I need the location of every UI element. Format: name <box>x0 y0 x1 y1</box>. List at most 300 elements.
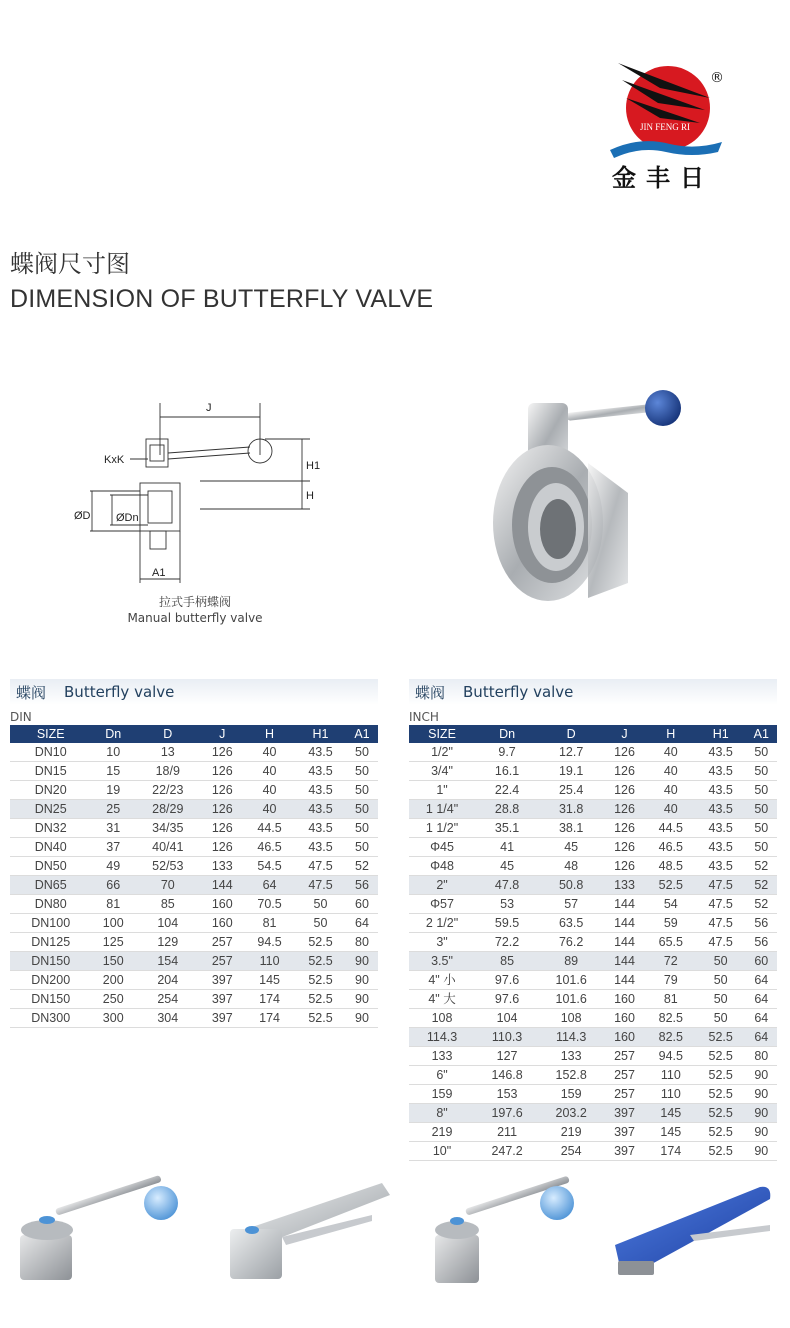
registered-mark: ® <box>710 70 724 86</box>
table-cell: 19 <box>91 781 135 800</box>
table-cell: 52.5 <box>295 1009 346 1028</box>
table-row <box>409 933 777 952</box>
table-cell: 397 <box>603 1123 646 1142</box>
table-row <box>10 838 378 857</box>
table-cell: DN15 <box>10 762 91 781</box>
table-cell: 46.5 <box>244 838 295 857</box>
table-row <box>409 800 777 819</box>
table-cell: 66 <box>91 876 135 895</box>
table-cell: 97.6 <box>475 990 539 1009</box>
table-cell: 52.5 <box>696 1047 746 1066</box>
table-cell: 54.5 <box>244 857 295 876</box>
table-cell: 50 <box>746 781 777 800</box>
table-cell: 50 <box>346 800 378 819</box>
table-cell: 2 1/2" <box>409 914 475 933</box>
table-cell: 101.6 <box>539 971 603 990</box>
table-cell: 1" <box>409 781 475 800</box>
table-cell: 40 <box>244 800 295 819</box>
table-cell: DN20 <box>10 781 91 800</box>
table-cell: 43.5 <box>696 857 746 876</box>
inch-dimension-table <box>409 725 777 1161</box>
table-cell: 28/29 <box>135 800 200 819</box>
inch-header-a1: A1 <box>746 725 777 743</box>
table-cell: 54 <box>646 895 696 914</box>
table-cell: 46.5 <box>646 838 696 857</box>
table-cell: DN65 <box>10 876 91 895</box>
table-cell: 22/23 <box>135 781 200 800</box>
table-cell: 100 <box>91 914 135 933</box>
table-cell: 50 <box>346 781 378 800</box>
table-cell: 397 <box>200 971 244 990</box>
table-row <box>409 1066 777 1085</box>
brand-name-en: JIN FENG RI <box>640 122 691 132</box>
table-cell: 72.2 <box>475 933 539 952</box>
table-row <box>10 876 378 895</box>
inch-standard-label: INCH <box>409 710 439 724</box>
table-cell: 211 <box>475 1123 539 1142</box>
table-cell: 85 <box>475 952 539 971</box>
din-title-cn: 蝶阀 <box>16 683 47 702</box>
table-cell: 18/9 <box>135 762 200 781</box>
table-row <box>10 781 378 800</box>
table-cell: 43.5 <box>295 743 346 762</box>
table-cell: 126 <box>200 819 244 838</box>
table-cell: Φ57 <box>409 895 475 914</box>
table-cell: 126 <box>603 819 646 838</box>
inch-header-j: J <box>603 725 646 743</box>
table-row <box>409 1085 777 1104</box>
table-cell: 47.8 <box>475 876 539 895</box>
table-cell: 146.8 <box>475 1066 539 1085</box>
table-cell: 133 <box>200 857 244 876</box>
table-row <box>409 914 777 933</box>
table-cell: 43.5 <box>696 800 746 819</box>
table-cell: 31.8 <box>539 800 603 819</box>
table-cell: 154 <box>135 952 200 971</box>
table-cell: 63.5 <box>539 914 603 933</box>
din-header-dn: Dn <box>91 725 135 743</box>
table-cell: 40 <box>646 800 696 819</box>
inch-title-en: Butterfly valve <box>463 683 574 701</box>
table-cell: 144 <box>603 971 646 990</box>
table-cell: 90 <box>346 971 378 990</box>
table-cell: 45 <box>475 857 539 876</box>
table-cell: 89 <box>539 952 603 971</box>
table-cell: 160 <box>603 990 646 1009</box>
table-cell: 126 <box>603 838 646 857</box>
din-standard-label: DIN <box>10 710 32 724</box>
table-cell: 52.5 <box>696 1028 746 1047</box>
table-cell: 145 <box>244 971 295 990</box>
table-cell: 3" <box>409 933 475 952</box>
table-cell: 90 <box>746 1085 777 1104</box>
table-cell: 50 <box>746 743 777 762</box>
table-cell: 50 <box>295 914 346 933</box>
table-cell: 64 <box>244 876 295 895</box>
label-kxk: KxK <box>104 454 125 466</box>
table-cell: 60 <box>746 952 777 971</box>
table-cell: 174 <box>244 990 295 1009</box>
table-cell: 40 <box>244 781 295 800</box>
label-h1: H1 <box>306 460 321 472</box>
table-cell: 160 <box>603 1009 646 1028</box>
din-table-title <box>10 679 378 705</box>
table-cell: 52.5 <box>696 1123 746 1142</box>
table-cell: 90 <box>746 1066 777 1085</box>
table-cell: 85 <box>135 895 200 914</box>
table-cell: 47.5 <box>696 933 746 952</box>
caption-en: Manual butterfly valve <box>127 611 263 625</box>
table-cell: 219 <box>539 1123 603 1142</box>
table-cell: 79 <box>646 971 696 990</box>
table-cell: 126 <box>603 781 646 800</box>
table-row <box>10 895 378 914</box>
table-cell: 152.8 <box>539 1066 603 1085</box>
table-cell: 10" <box>409 1142 475 1161</box>
table-cell: 52 <box>746 895 777 914</box>
table-cell: 53 <box>475 895 539 914</box>
table-cell: 43.5 <box>295 762 346 781</box>
table-cell: 50.8 <box>539 876 603 895</box>
inch-title-cn: 蝶阀 <box>415 683 446 702</box>
table-cell: DN25 <box>10 800 91 819</box>
table-cell: 50 <box>696 1009 746 1028</box>
table-row <box>409 990 777 1009</box>
table-cell: 56 <box>346 876 378 895</box>
table-cell: 50 <box>346 819 378 838</box>
table-row <box>10 914 378 933</box>
table-cell: 126 <box>603 743 646 762</box>
table-cell: 43.5 <box>696 743 746 762</box>
table-cell: 43.5 <box>696 762 746 781</box>
table-cell: 257 <box>603 1047 646 1066</box>
table-cell: 52.5 <box>295 971 346 990</box>
table-cell: 126 <box>200 762 244 781</box>
table-cell: 80 <box>346 933 378 952</box>
table-cell: 50 <box>746 762 777 781</box>
table-cell: 1 1/2" <box>409 819 475 838</box>
table-cell: 197.6 <box>475 1104 539 1123</box>
table-cell: 114.3 <box>409 1028 475 1047</box>
table-cell: 126 <box>603 857 646 876</box>
table-cell: 133 <box>539 1047 603 1066</box>
table-cell: 64 <box>346 914 378 933</box>
table-cell: DN50 <box>10 857 91 876</box>
table-cell: 90 <box>346 990 378 1009</box>
table-cell: 101.6 <box>539 990 603 1009</box>
table-cell: 126 <box>200 838 244 857</box>
table-cell: 4" 大 <box>409 990 475 1009</box>
table-cell: 10 <box>91 743 135 762</box>
table-cell: 90 <box>346 1009 378 1028</box>
page-title-en: DIMENSION OF BUTTERFLY VALVE <box>10 285 434 313</box>
table-row <box>409 1123 777 1142</box>
table-row <box>10 857 378 876</box>
table-cell: 52.5 <box>295 952 346 971</box>
table-cell: 160 <box>200 914 244 933</box>
din-dimension-table <box>10 725 378 1028</box>
table-cell: 57 <box>539 895 603 914</box>
table-row <box>409 1104 777 1123</box>
table-row <box>10 933 378 952</box>
table-cell: 247.2 <box>475 1142 539 1161</box>
table-cell: DN32 <box>10 819 91 838</box>
table-cell: 50 <box>346 743 378 762</box>
table-cell: 50 <box>696 952 746 971</box>
table-cell: 60 <box>346 895 378 914</box>
table-cell: 28.8 <box>475 800 539 819</box>
table-cell: 52.5 <box>696 1085 746 1104</box>
table-cell: 153 <box>475 1085 539 1104</box>
table-cell: 43.5 <box>696 838 746 857</box>
table-cell: 144 <box>200 876 244 895</box>
table-row <box>10 971 378 990</box>
table-cell: 160 <box>200 895 244 914</box>
table-cell: 82.5 <box>646 1009 696 1028</box>
table-cell: DN10 <box>10 743 91 762</box>
table-cell: 110 <box>244 952 295 971</box>
table-cell: 16.1 <box>475 762 539 781</box>
table-cell: 110.3 <box>475 1028 539 1047</box>
table-cell: DN80 <box>10 895 91 914</box>
table-cell: 133 <box>603 876 646 895</box>
table-cell: 204 <box>135 971 200 990</box>
table-cell: 47.5 <box>696 876 746 895</box>
table-cell: 108 <box>539 1009 603 1028</box>
table-cell: 52/53 <box>135 857 200 876</box>
table-cell: 90 <box>746 1123 777 1142</box>
table-cell: 72 <box>646 952 696 971</box>
table-cell: 257 <box>603 1066 646 1085</box>
table-cell: 37 <box>91 838 135 857</box>
table-cell: 82.5 <box>646 1028 696 1047</box>
table-cell: 52.5 <box>696 1142 746 1161</box>
table-row <box>409 952 777 971</box>
table-row <box>409 971 777 990</box>
table-cell: 254 <box>135 990 200 1009</box>
table-row <box>409 838 777 857</box>
table-cell: 15 <box>91 762 135 781</box>
table-cell: 144 <box>603 914 646 933</box>
table-cell: 160 <box>603 1028 646 1047</box>
table-cell: 114.3 <box>539 1028 603 1047</box>
table-cell: 81 <box>244 914 295 933</box>
table-cell: 64 <box>746 1028 777 1047</box>
label-a1: A1 <box>152 567 166 579</box>
din-header-a1: A1 <box>346 725 378 743</box>
table-cell: 34/35 <box>135 819 200 838</box>
table-cell: Φ48 <box>409 857 475 876</box>
din-table-section <box>10 679 378 1028</box>
table-row <box>409 743 777 762</box>
table-cell: 108 <box>409 1009 475 1028</box>
table-cell: 250 <box>91 990 135 1009</box>
table-cell: 90 <box>746 1142 777 1161</box>
table-cell: 126 <box>200 781 244 800</box>
inch-header-h1: H1 <box>696 725 746 743</box>
table-cell: 52.5 <box>295 990 346 1009</box>
table-row <box>409 781 777 800</box>
table-cell: DN100 <box>10 914 91 933</box>
table-cell: DN300 <box>10 1009 91 1028</box>
table-row <box>10 1009 378 1028</box>
table-cell: 22.4 <box>475 781 539 800</box>
din-header-size: SIZE <box>10 725 91 743</box>
table-cell: 257 <box>200 933 244 952</box>
pull-handle-ball-photo <box>15 1175 185 1295</box>
table-row <box>10 952 378 971</box>
table-row <box>409 1047 777 1066</box>
table-cell: DN150 <box>10 990 91 1009</box>
table-cell: 13 <box>135 743 200 762</box>
table-cell: 70 <box>135 876 200 895</box>
table-cell: 48.5 <box>646 857 696 876</box>
table-cell: 200 <box>91 971 135 990</box>
inch-header-dn: Dn <box>475 725 539 743</box>
table-cell: 43.5 <box>696 781 746 800</box>
diagram-caption <box>110 594 280 626</box>
table-cell: 25.4 <box>539 781 603 800</box>
table-cell: 144 <box>603 895 646 914</box>
table-row <box>10 819 378 838</box>
pull-handle-ball-photo-2 <box>425 1175 595 1295</box>
table-cell: 1 1/4" <box>409 800 475 819</box>
table-cell: 65.5 <box>646 933 696 952</box>
butterfly-valve-photo <box>488 383 698 613</box>
table-cell: 300 <box>91 1009 135 1028</box>
table-cell: DN150 <box>10 952 91 971</box>
table-cell: 59 <box>646 914 696 933</box>
page-title-cn: 蝶阀尺寸图 <box>10 250 130 278</box>
table-cell: 159 <box>409 1085 475 1104</box>
table-cell: 40 <box>646 781 696 800</box>
table-cell: DN125 <box>10 933 91 952</box>
table-cell: 81 <box>646 990 696 1009</box>
table-cell: 133 <box>409 1047 475 1066</box>
table-cell: 126 <box>200 800 244 819</box>
table-cell: 94.5 <box>646 1047 696 1066</box>
table-cell: 174 <box>244 1009 295 1028</box>
table-cell: 397 <box>603 1104 646 1123</box>
inch-header-h: H <box>646 725 696 743</box>
table-cell: 35.1 <box>475 819 539 838</box>
table-cell: 40 <box>244 743 295 762</box>
table-cell: 52 <box>346 857 378 876</box>
table-cell: 159 <box>539 1085 603 1104</box>
inch-table-section <box>409 679 777 1161</box>
table-cell: 110 <box>646 1066 696 1085</box>
table-cell: 50 <box>696 971 746 990</box>
table-cell: 44.5 <box>646 819 696 838</box>
table-cell: 40 <box>244 762 295 781</box>
table-cell: 40/41 <box>135 838 200 857</box>
table-cell: 257 <box>603 1085 646 1104</box>
table-row <box>409 762 777 781</box>
table-cell: 43.5 <box>295 838 346 857</box>
inch-header-size: SIZE <box>409 725 475 743</box>
table-cell: 43.5 <box>295 800 346 819</box>
table-cell: 9.7 <box>475 743 539 762</box>
table-row <box>409 819 777 838</box>
table-cell: 127 <box>475 1047 539 1066</box>
table-cell: 31 <box>91 819 135 838</box>
table-cell: 145 <box>646 1104 696 1123</box>
pull-handle-bar-photo <box>222 1175 392 1295</box>
table-cell: 90 <box>746 1104 777 1123</box>
table-cell: 52 <box>746 857 777 876</box>
table-cell: 144 <box>603 933 646 952</box>
table-cell: 50 <box>346 838 378 857</box>
table-cell: 219 <box>409 1123 475 1142</box>
table-cell: 125 <box>91 933 135 952</box>
table-cell: 44.5 <box>244 819 295 838</box>
table-cell: DN40 <box>10 838 91 857</box>
table-cell: 1/2" <box>409 743 475 762</box>
din-header-h1: H1 <box>295 725 346 743</box>
table-cell: 49 <box>91 857 135 876</box>
label-h: H <box>306 490 314 502</box>
table-cell: 48 <box>539 857 603 876</box>
din-header-d: D <box>135 725 200 743</box>
table-cell: 145 <box>646 1123 696 1142</box>
table-cell: 304 <box>135 1009 200 1028</box>
table-cell: 6" <box>409 1066 475 1085</box>
table-cell: 50 <box>295 895 346 914</box>
table-row <box>10 762 378 781</box>
table-cell: 126 <box>200 743 244 762</box>
table-cell: 174 <box>646 1142 696 1161</box>
table-cell: 397 <box>200 990 244 1009</box>
table-cell: 25 <box>91 800 135 819</box>
brand-name-cn: 金丰日 <box>612 163 714 192</box>
table-cell: 45 <box>539 838 603 857</box>
table-row <box>409 1142 777 1161</box>
table-row <box>10 800 378 819</box>
valve-dimension-diagram <box>60 395 340 595</box>
table-cell: Φ45 <box>409 838 475 857</box>
table-cell: 254 <box>539 1142 603 1161</box>
table-cell: 203.2 <box>539 1104 603 1123</box>
table-cell: 76.2 <box>539 933 603 952</box>
table-cell: 129 <box>135 933 200 952</box>
table-cell: 52.5 <box>696 1066 746 1085</box>
table-cell: 97.6 <box>475 971 539 990</box>
table-cell: 59.5 <box>475 914 539 933</box>
din-header-h: H <box>244 725 295 743</box>
table-cell: 150 <box>91 952 135 971</box>
table-cell: 104 <box>135 914 200 933</box>
table-cell: 40 <box>646 743 696 762</box>
table-cell: 50 <box>746 819 777 838</box>
table-row <box>10 990 378 1009</box>
table-row <box>10 743 378 762</box>
table-cell: 144 <box>603 952 646 971</box>
table-cell: 52 <box>746 876 777 895</box>
din-header-j: J <box>200 725 244 743</box>
table-cell: 47.5 <box>295 857 346 876</box>
table-cell: 3/4" <box>409 762 475 781</box>
table-cell: 397 <box>603 1142 646 1161</box>
inch-header-d: D <box>539 725 603 743</box>
table-cell: 2" <box>409 876 475 895</box>
table-cell: 50 <box>746 838 777 857</box>
table-cell: 40 <box>646 762 696 781</box>
table-row <box>409 857 777 876</box>
table-cell: 8" <box>409 1104 475 1123</box>
table-cell: 19.1 <box>539 762 603 781</box>
table-cell: 70.5 <box>244 895 295 914</box>
table-cell: 90 <box>346 952 378 971</box>
